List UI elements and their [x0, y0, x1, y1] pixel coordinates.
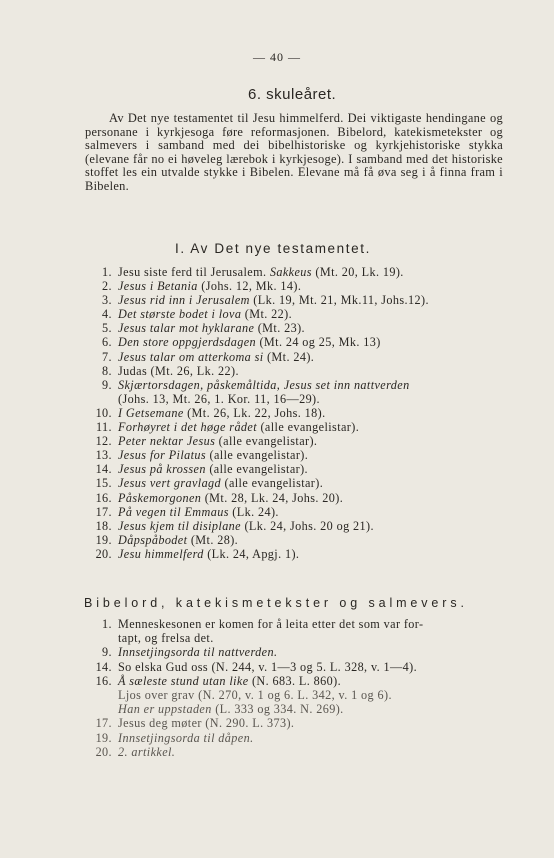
item-number: 1.: [102, 265, 112, 279]
item-number: 13.: [95, 448, 112, 463]
list-item: [84, 335, 504, 349]
list-item: [84, 448, 504, 462]
italic-text: Innsetjingsorda til dåpen.: [118, 730, 254, 745]
text-segment: Judas (Mt. 26, Lk. 22).: [118, 363, 239, 378]
italic-text: Jesus talar om atterkoma si: [118, 349, 264, 364]
text-segment: (L. 333 og 334. N. 269).: [211, 702, 344, 717]
text-segment: tapt, og frelsa det.: [118, 631, 214, 646]
italic-text: Innsetjingsorda til nattverden.: [118, 645, 278, 660]
list-item-continuation: [84, 392, 504, 406]
list-item: [84, 660, 504, 674]
item-number: 19.: [95, 730, 112, 745]
italic-text: Sakkeus: [269, 265, 312, 279]
text-segment: Jesu siste ferd til Jerusalem.: [118, 265, 270, 279]
item-number: 4.: [102, 307, 112, 322]
list-item: [84, 476, 504, 490]
item-number: 14.: [95, 659, 112, 674]
text-segment: (alle evangelistar).: [215, 434, 318, 449]
list-item: [84, 745, 504, 759]
section1-list: [84, 265, 504, 561]
list-item: [84, 406, 504, 420]
list-item: [84, 279, 504, 293]
item-number: 5.: [102, 321, 112, 336]
item-number: 16.: [95, 673, 112, 688]
list-item: [84, 547, 504, 561]
list-item: [84, 716, 504, 730]
section1-heading: I. Av Det nye testamentet.: [175, 241, 371, 256]
list-item: [84, 350, 504, 364]
page-number: — 40 —: [253, 50, 301, 64]
text-segment: Jesus deg møter (N. 290. L. 373).: [118, 716, 295, 731]
list-item: [84, 364, 504, 378]
item-number: 18.: [95, 518, 112, 533]
italic-text: Å sæleste stund utan like: [118, 673, 249, 688]
text-segment: (alle evangelistar).: [205, 462, 309, 477]
text-segment: (Johs. 12, Mk. 14).: [197, 279, 302, 294]
list-item: [84, 731, 504, 745]
text-segment: (Mt. 23).: [254, 321, 305, 336]
italic-text: I Getsemane: [118, 405, 184, 420]
item-number: 20.: [95, 546, 112, 561]
item-number: 7.: [102, 349, 112, 364]
list-item: [84, 702, 504, 716]
italic-text: Jesus kjem til disiplane: [118, 518, 241, 533]
italic-text: 2. artikkel.: [118, 744, 176, 759]
list-item: [84, 420, 504, 434]
list-item: [84, 617, 504, 631]
list-item: [84, 434, 504, 448]
italic-text: Jesus vert gravlagd: [118, 476, 222, 491]
text-segment: (Mt. 26, Lk. 22, Johs. 18).: [183, 405, 326, 420]
list-item: [84, 265, 504, 279]
text-segment: (Mt. 22).: [241, 307, 293, 322]
list-item: [84, 688, 504, 702]
item-number: 2.: [102, 279, 112, 294]
list-item: [84, 645, 504, 659]
italic-text: Dåpspåbodet: [118, 532, 188, 547]
italic-text: Jesus talar mot hyklarane: [118, 321, 255, 336]
list-item: [84, 505, 504, 519]
text-segment: (Johs. 13, Mt. 26, 1. Kor. 11, 16—29).: [118, 391, 320, 406]
list-item: [84, 293, 504, 307]
text-segment: (Lk. 24, Johs. 20 og 21).: [241, 518, 374, 533]
text-segment: (Mt. 28, Lk. 24, Johs. 20).: [201, 490, 344, 505]
item-number: 3.: [102, 293, 112, 308]
text-segment: (alle evangelistar).: [257, 420, 360, 435]
item-number: 9.: [102, 377, 112, 392]
text-segment: (Mt. 28).: [187, 532, 239, 547]
list-item: [84, 462, 504, 476]
text-segment: (N. 683. L. 860).: [248, 673, 342, 688]
item-number: 6.: [102, 335, 112, 350]
item-number: 9.: [102, 645, 112, 660]
item-number: 17.: [95, 716, 112, 731]
text-segment: (Mt. 24).: [263, 349, 315, 364]
intro-paragraph: Av Det nye testamentet til Jesu himmelferd. Dei viktigaste hendingane og personane i kyrkjesoga føre reformasjonen. Bibelord, katekismetekster og salmevers i samband med dei bibelhistoriske og kyrkjehistoriske stykka (elevane får no ei høveleg lærebok i kyrkjesoge). I samband med det historiske stoffet les ein utvalde stykke i Bibelen. Elevane må få øva seg i å finna fram i Bibelen.: [85, 111, 503, 193]
item-number: 1.: [102, 617, 112, 631]
italic-text: Han er uppstaden: [118, 702, 212, 717]
item-number: 11.: [96, 420, 112, 435]
italic-text: Påskemorgonen: [118, 490, 202, 505]
item-number: 19.: [95, 532, 112, 547]
list-item: [84, 307, 504, 321]
italic-text: Jesus i Betania: [118, 279, 198, 294]
item-number: 16.: [95, 490, 112, 505]
text-segment: (Lk. 24, Apgj. 1).: [203, 546, 300, 561]
list-item: [84, 674, 504, 688]
text-segment: (Lk. 19, Mt. 21, Mk.11, Johs.12).: [249, 293, 429, 308]
item-number: 17.: [95, 504, 112, 519]
italic-text: Jesus på krossen: [118, 462, 206, 477]
italic-text: Det største bodet i lova: [118, 307, 242, 322]
italic-text: Jesu himmelferd: [118, 546, 204, 561]
item-number: 15.: [95, 476, 112, 491]
list-item: [84, 491, 504, 505]
text-segment: (Mt. 20, Lk. 19).: [311, 265, 404, 279]
item-number: 12.: [95, 434, 112, 449]
text-segment: So elska Gud oss (N. 244, v. 1—3 og 5. L. 328, v. 1—4).: [118, 659, 418, 674]
list-item: [84, 321, 504, 335]
page-title: 6. skuleåret.: [248, 86, 337, 103]
italic-text: Den store oppgjerdsdagen: [118, 335, 257, 350]
text-segment: (Lk. 24).: [228, 504, 279, 519]
list-item: [84, 378, 504, 392]
item-number: 14.: [95, 462, 112, 477]
text-segment: (Mt. 24 og 25, Mk. 13): [256, 335, 381, 350]
item-number: 10.: [95, 405, 112, 420]
text-segment: (alle evangelistar).: [206, 448, 309, 463]
italic-text: På vegen til Emmaus: [118, 504, 229, 519]
text-segment: Menneskesonen er komen for å leita etter det som var for-: [118, 617, 424, 631]
section2-list: [84, 617, 504, 759]
list-item: [84, 533, 504, 547]
italic-text: Jesus for Pilatus: [118, 448, 207, 463]
text-segment: (alle evangelistar).: [221, 476, 324, 491]
list-item-continuation: [84, 631, 504, 645]
list-item: [84, 519, 504, 533]
italic-text: Peter nektar Jesus: [118, 434, 216, 449]
italic-text: Jesus rid inn i Jerusalem: [118, 293, 250, 308]
text-segment: Ljos over grav (N. 270, v. 1 og 6. L. 342, v. 1 og 6).: [118, 688, 392, 703]
italic-text: Skjærtorsdagen, påskemåltida, Jesus set inn nattverden: [118, 377, 410, 392]
section2-heading: Bibelord, katekismetekster og salmevers.: [84, 596, 468, 610]
italic-text: Forhøyret i det høge rådet: [118, 420, 258, 435]
item-number: 8.: [102, 363, 112, 378]
item-number: 20.: [95, 744, 112, 759]
